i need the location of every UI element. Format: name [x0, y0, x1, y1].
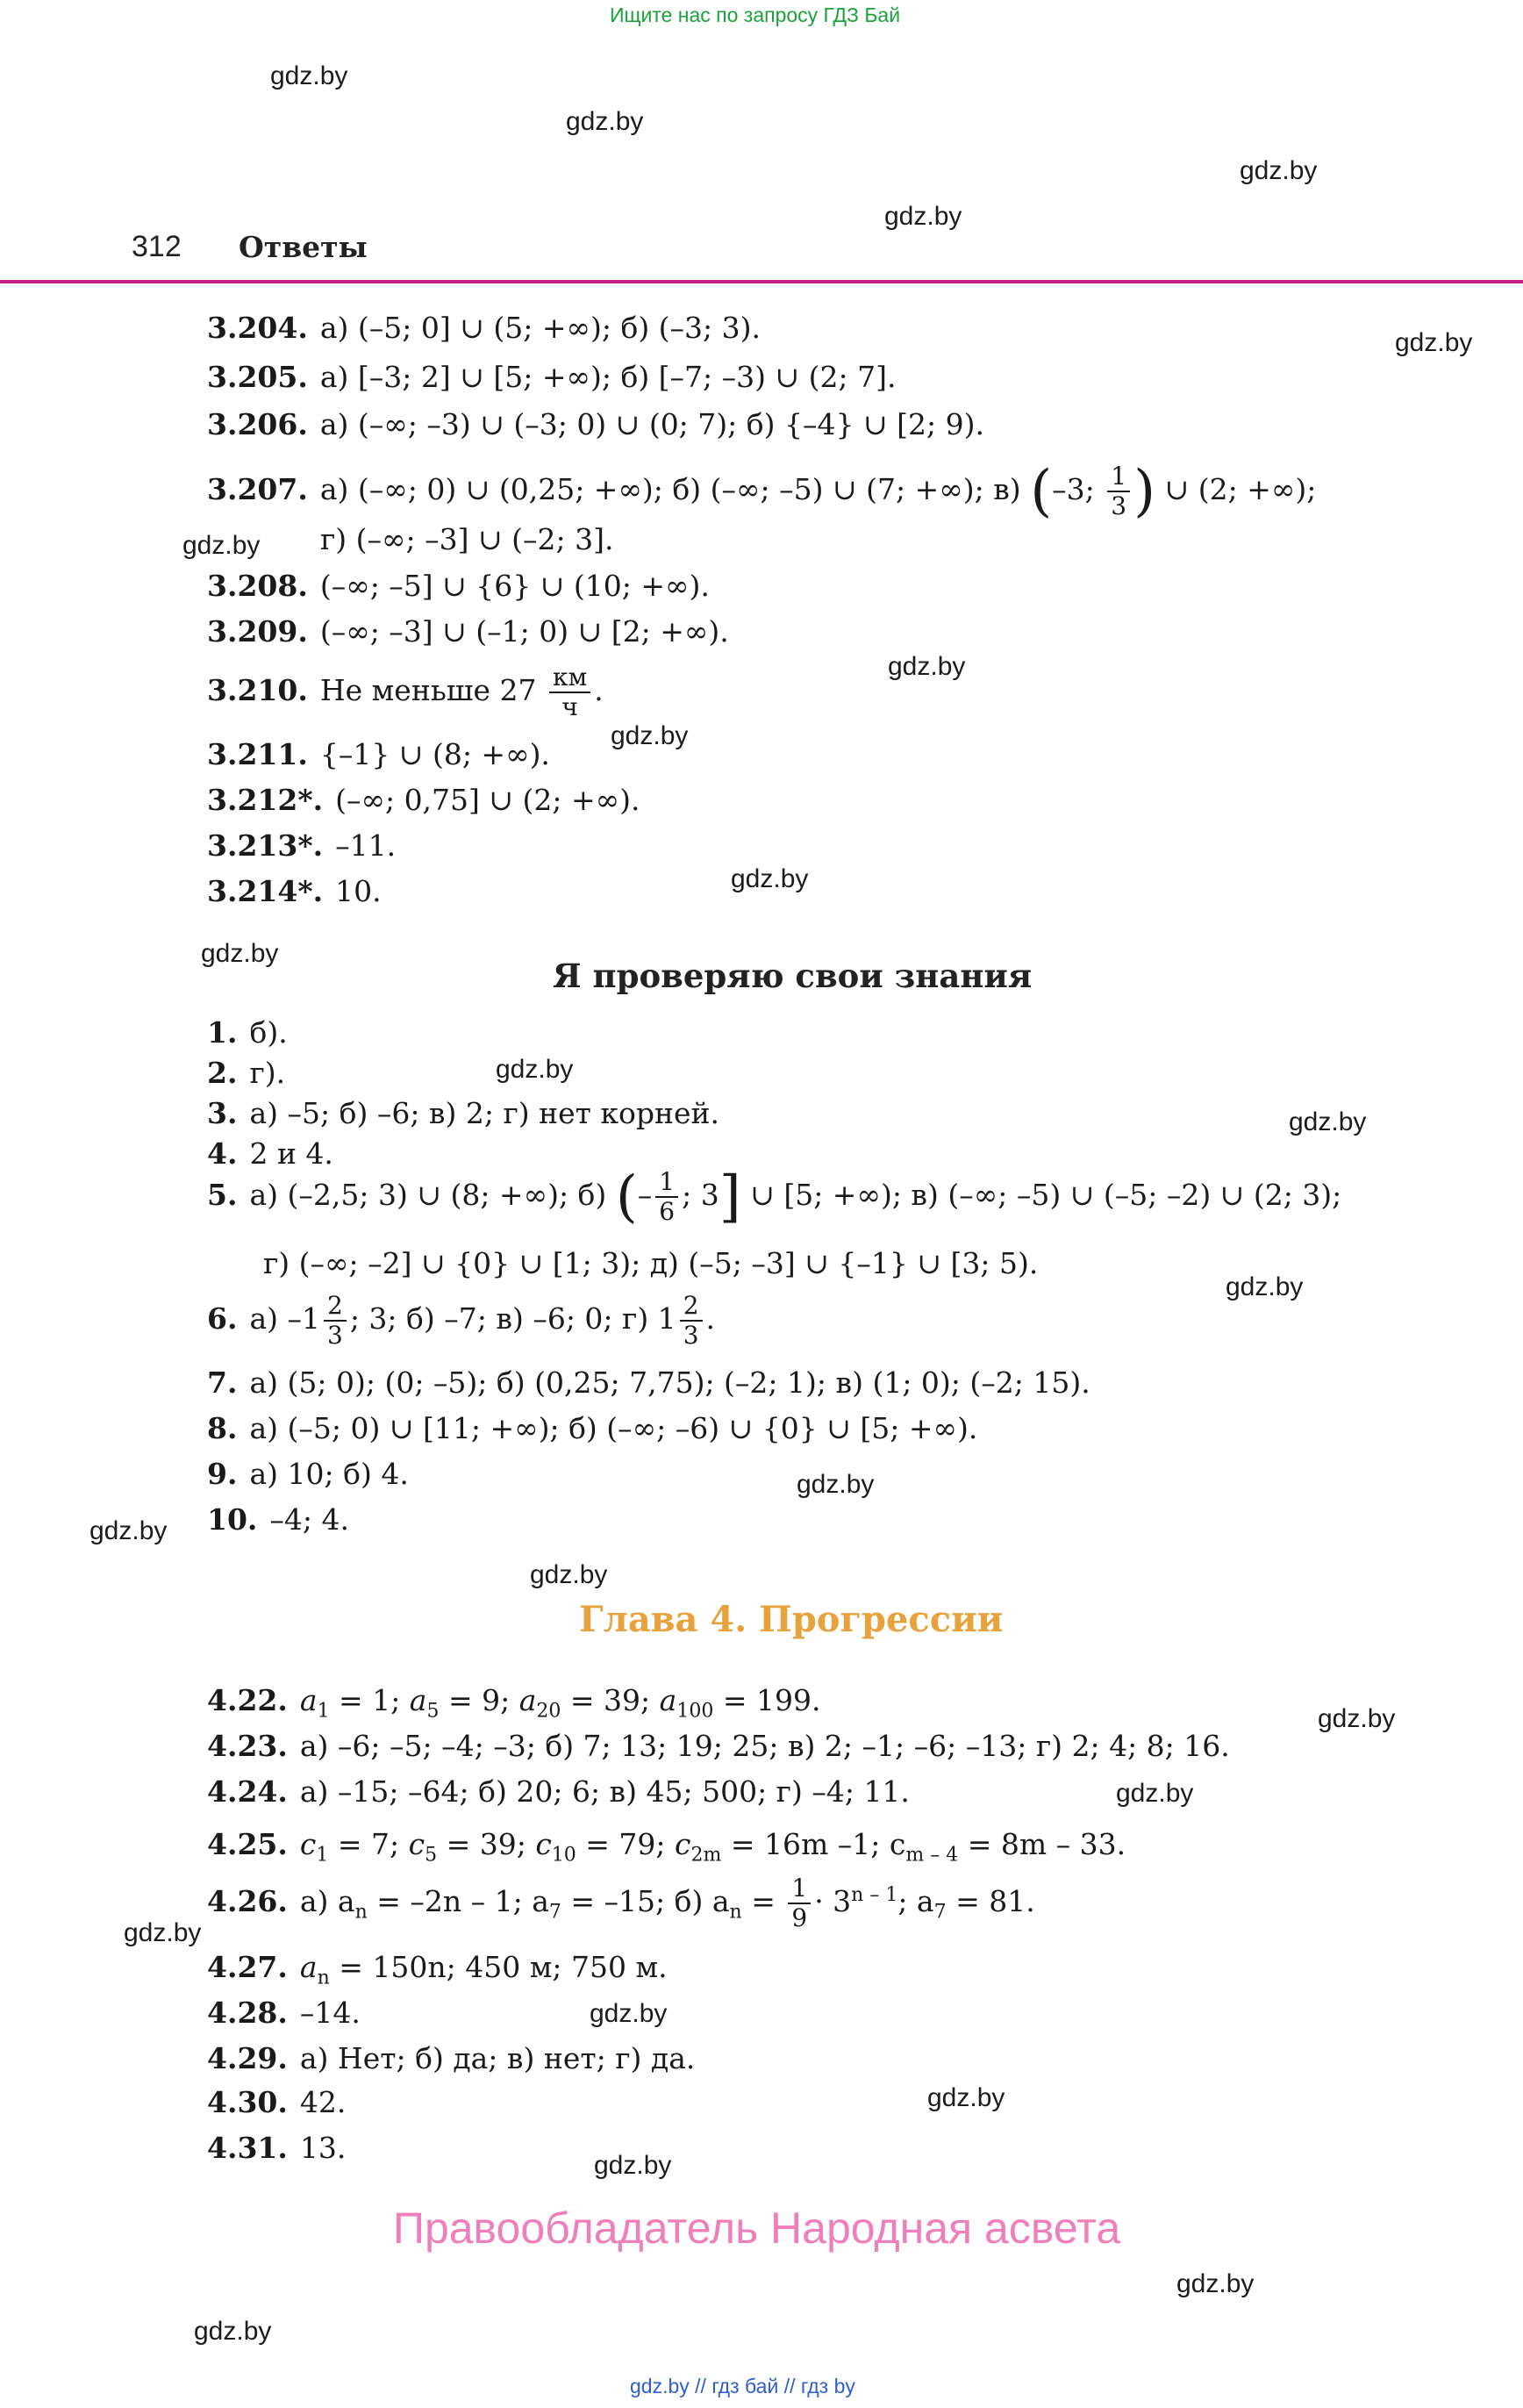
answer-line: 3.209. (–∞; –3] ∪ (–1; 0) ∪ [2; +∞).	[207, 614, 729, 649]
answer-line: 4.23. а) –6; –5; –4; –3; б) 7; 13; 19; 25; в) 2; –1; –6; –13; г) 2; 4; 8; 16.	[207, 1729, 1230, 1763]
watermark: gdz.by	[566, 107, 644, 136]
section-title: Я проверяю свои знания	[553, 957, 1033, 995]
header-divider	[0, 280, 1523, 283]
answer-line: 3.205. а) [–3; 2] ∪ [5; +∞); б) [–7; –3) ∪ (2; 7].	[207, 360, 897, 394]
watermark: gdz.by	[194, 2317, 272, 2346]
answer-line: 4.22. $a_1 = 1$; $a_5 = 9$; $a_{20} = 39$; $a_{100} = 199$.	[207, 1683, 821, 1723]
answer-line: 4.31. 13.	[207, 2131, 347, 2165]
answer-line: 3.210. Не меньше 27 $\frac{км}{ч}$ .	[207, 663, 604, 721]
answer-line: 9. а) 10; б) 4.	[207, 1457, 409, 1491]
answer-line: 8. а) (–5; 0) ∪ [11; +∞); б) (–∞; –6) ∪ {0} ∪ [5; +∞).	[207, 1411, 978, 1445]
watermark: gdz.by	[124, 1918, 202, 1947]
watermark: gdz.by	[1318, 1704, 1396, 1733]
watermark: gdz.by	[1240, 156, 1318, 185]
top-banner: Ищите нас по запросу ГДЗ Бай	[610, 4, 901, 26]
watermark: gdz.by	[270, 61, 348, 90]
watermark: gdz.by	[1289, 1107, 1367, 1136]
answer-line: 1. б).	[207, 1015, 288, 1050]
answer-line: 4.25. $c_1 = 7$; $c_5 = 39$; $c_{10} = 79$; $c_{2m} = 16m$ –1; $c_{m - 4} = 8m - 33$.	[207, 1827, 1126, 1867]
answer-line: 4. 2 и 4.	[207, 1136, 333, 1171]
answer-line: г) (–∞; –2] ∪ {0} ∪ [1; 3); д) (–5; –3] ∪ {–1} ∪ [3; 5).	[263, 1246, 1039, 1280]
answer-line: 4.27. $a_n = 150n$; 450 м; 750 м.	[207, 1950, 668, 1989]
answer-line: 10. –4; 4.	[207, 1502, 350, 1537]
answer-line: 3.213*. –11.	[207, 828, 397, 863]
watermark: gdz.by	[884, 202, 962, 231]
answer-line: г) (–∞; –3] ∪ (–2; 3].	[320, 522, 614, 556]
answer-line: 3. а) –5; б) –6; в) 2; г) нет корней.	[207, 1096, 720, 1130]
watermark: gdz.by	[530, 1560, 608, 1589]
answer-line: 4.28. –14.	[207, 1996, 361, 2030]
answer-line: 4.29. а) Нет; б) да; в) нет; г) да.	[207, 2041, 696, 2075]
answer-line: 3.207. а) (–∞; 0) ∪ (0,25; +∞); б) (–∞; –5) ∪ (7; +∞); в) (–3; $\frac{1}{3}$ ) ∪ (2; +∞);	[207, 459, 1317, 524]
watermark: gdz.by	[611, 721, 689, 750]
answer-line: 4.26. а) $a_n = -2n - 1$; $a_7 = -15$; б) $a_n$ = $\frac{1}{9}$ · $3^{n - 1}$; $a_7 = 81$.	[207, 1874, 1035, 1932]
answer-line: 4.24. а) –15; –64; б) 20; 6; в) 45; 500; г) –4; 11.	[207, 1774, 910, 1809]
answer-line: 7. а) (5; 0); (0; –5); б) (0,25; 7,75); (–2; 1); в) (1; 0); (–2; 15).	[207, 1365, 1090, 1400]
watermark: gdz.by	[594, 2151, 672, 2180]
watermark: gdz.by	[496, 1055, 574, 1084]
watermark: gdz.by	[182, 531, 261, 560]
chapter-title: Глава 4. Прогрессии	[579, 1599, 1004, 1640]
answer-line: 3.206. а) (–∞; –3) ∪ (–3; 0) ∪ (0; 7); б) {–4} ∪ [2; 9).	[207, 407, 984, 441]
watermark: gdz.by	[1176, 2269, 1255, 2298]
page-number: 312	[132, 230, 182, 263]
answer-line: 4.30. 42.	[207, 2085, 347, 2119]
answer-line: 3.211. {–1} ∪ (8; +∞).	[207, 737, 550, 771]
answer-line: 6. а) –1 $\frac{2}{3}$ ; 3; б) –7; в) –6; 0; г) 1 $\frac{2}{3}$ .	[207, 1291, 716, 1350]
watermark: gdz.by	[1116, 1779, 1194, 1808]
watermark: gdz.by	[590, 1999, 668, 2028]
watermark: gdz.by	[1395, 328, 1473, 357]
watermark: gdz.by	[927, 2083, 1005, 2112]
watermark: gdz.by	[89, 1516, 168, 1545]
watermark: gdz.by	[201, 939, 279, 968]
footer-links[interactable]: gdz.by // гдз бай // гдз by	[630, 2375, 855, 2397]
watermark: gdz.by	[1226, 1272, 1304, 1301]
answer-line: 2. г).	[207, 1056, 286, 1090]
answer-line: 3.214*. 10.	[207, 874, 382, 908]
answer-line: 5. а) (–2,5; 3) ∪ (8; +∞); б) (– $\frac{1}{6}$ ; 3] ∪ [5; +∞); в) (–∞; –5) ∪ (–5; –2) ∪ (2; 3);	[207, 1165, 1342, 1229]
answer-line: 3.208. (–∞; –5] ∪ {6} ∪ (10; +∞).	[207, 569, 710, 603]
page-title: Ответы	[239, 230, 368, 264]
watermark: gdz.by	[797, 1470, 875, 1499]
answer-line: 3.212*. (–∞; 0,75] ∪ (2; +∞).	[207, 783, 640, 817]
copyright-owner: Правообладатель Народная асвета	[393, 2204, 1121, 2253]
answer-line: 3.204. а) (–5; 0] ∪ (5; +∞); б) (–3; 3).	[207, 311, 762, 345]
watermark: gdz.by	[888, 652, 966, 681]
watermark: gdz.by	[731, 864, 809, 893]
